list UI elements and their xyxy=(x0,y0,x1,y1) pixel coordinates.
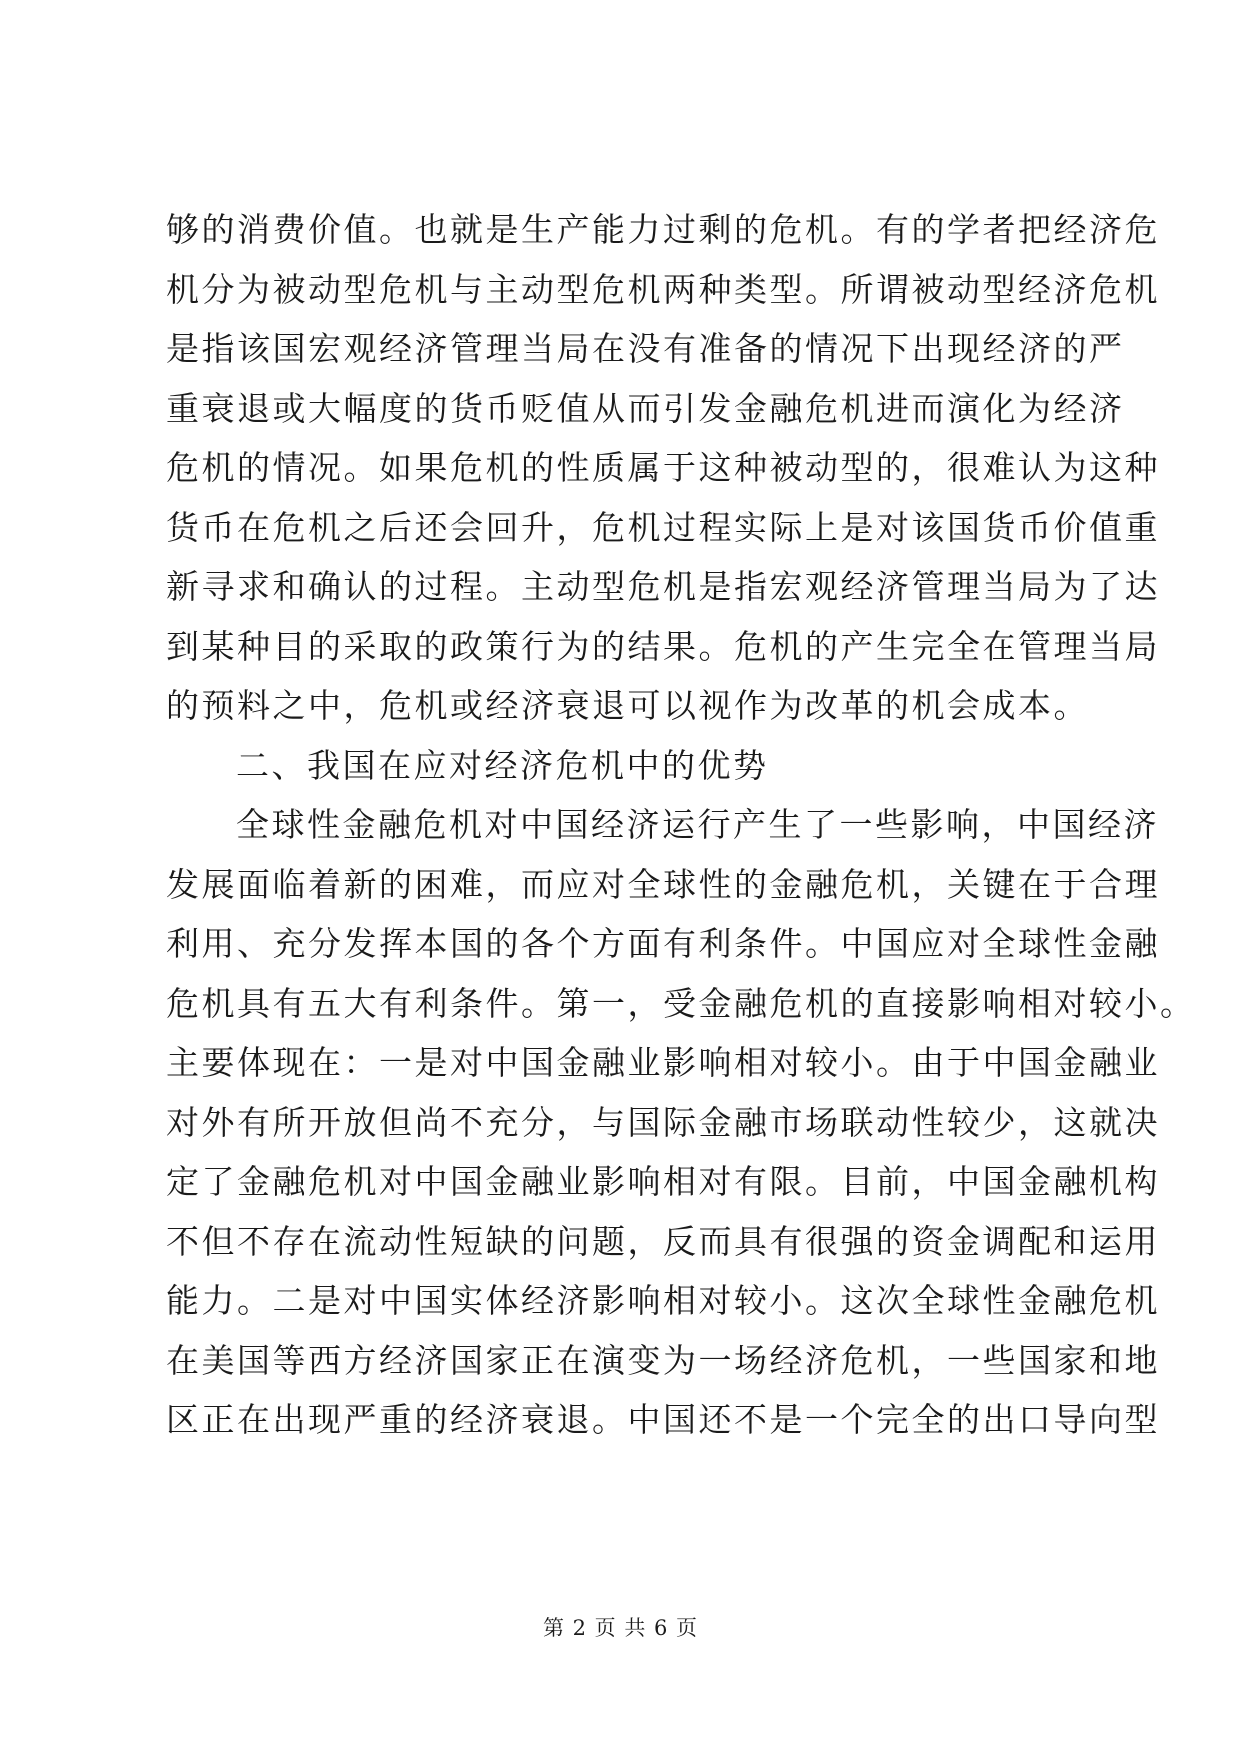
text-line: 的预料之中，危机或经济衰退可以视作为改革的机会成本。 xyxy=(166,686,1089,725)
text-line: 区正在出现严重的经济衰退。中国还不是一个完全的出口导向型 xyxy=(166,1400,1160,1439)
text-line: 全球性金融危机对中国经济运行产生了一些影响，中国经济 xyxy=(236,805,1159,844)
text-line: 主要体现在：一是对中国金融业影响相对较小。由于中国金融业 xyxy=(166,1043,1160,1082)
text-line: 够的消费价值。也就是生产能力过剩的危机。有的学者把经济危 xyxy=(166,210,1160,249)
text-line: 不但不存在流动性短缺的问题，反而具有很强的资金调配和运用 xyxy=(166,1221,1160,1261)
text-line: 货币在危机之后还会回升，危机过程实际上是对该国货币价值重 xyxy=(166,507,1160,547)
text-line: 新寻求和确认的过程。主动型危机是指宏观经济管理当局为了达 xyxy=(166,567,1160,606)
text-line: 重衰退或大幅度的货币贬值从而引发金融危机进而演化为经济 xyxy=(166,388,1125,428)
text-line: 是指该国宏观经济管理当局在没有准备的情况下出现经济的严 xyxy=(166,329,1125,368)
text-line: 利用、充分发挥本国的各个方面有利条件。中国应对全球性金融 xyxy=(166,924,1160,963)
text-line: 机分为被动型危机与主动型危机两种类型。所谓被动型经济危机 xyxy=(166,269,1160,309)
text-line: 危机具有五大有利条件。第一，受金融危机的直接影响相对较小。 xyxy=(166,983,1196,1023)
text-line: 发展面临着新的困难，而应对全球性的金融危机，关键在于合理 xyxy=(166,864,1160,904)
body-text xyxy=(166,200,1196,1450)
section-heading: 二、我国在应对经济危机中的优势 xyxy=(236,745,769,785)
text-line: 能力。二是对中国实体经济影响相对较小。这次全球性金融危机 xyxy=(166,1281,1160,1320)
page-number: 第 2 页 共 6 页 xyxy=(542,1616,699,1640)
text-line: 危机的情况。如果危机的性质属于这种被动型的，很难认为这种 xyxy=(166,448,1160,487)
text-line: 到某种目的采取的政策行为的结果。危机的产生完全在管理当局 xyxy=(166,626,1160,666)
text-line: 定了金融危机对中国金融业影响相对有限。目前，中国金融机构 xyxy=(166,1162,1160,1201)
text-line: 在美国等西方经济国家正在演变为一场经济危机，一些国家和地 xyxy=(166,1340,1160,1380)
text-line: 对外有所开放但尚不充分，与国际金融市场联动性较少，这就决 xyxy=(166,1102,1160,1142)
